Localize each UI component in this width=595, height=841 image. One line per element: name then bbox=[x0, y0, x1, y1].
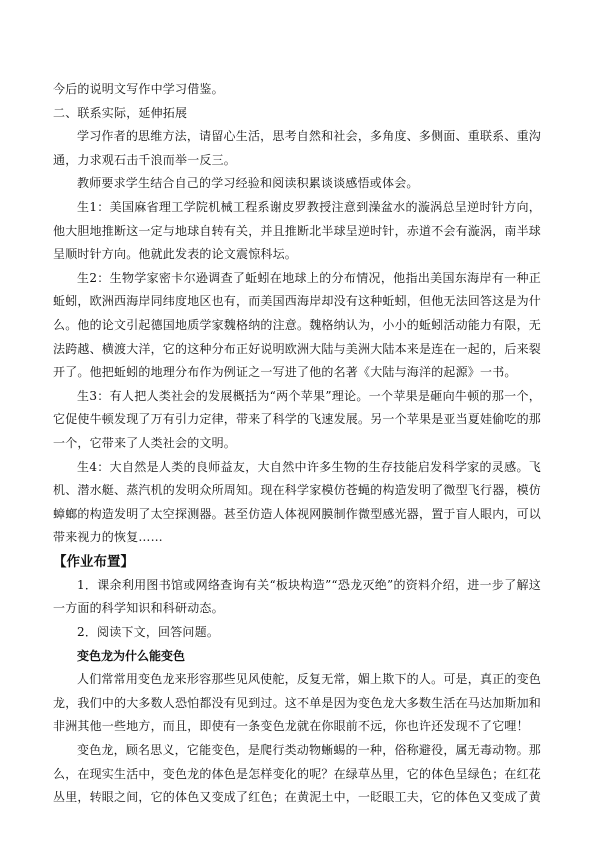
homework-item-2: 2．阅读下文，回答问题。 bbox=[77, 625, 220, 640]
paragraph-student-4: 生4：大自然是人类的良师益友，大自然中许多生物的生存技能启发科学家的灵感。飞机、潜水艇、蒸汽机的发明众所周知。现在科学家模仿苍蝇的构造发明了微型飞行器，模仿蟑螂的构造发明了太空探测器。甚至仿造人体视网膜制作微型感光器，置于盲人眼内，可以带来视力的恢复…… bbox=[53, 459, 542, 545]
article-title: 变色龙为什么能变色 bbox=[77, 648, 186, 663]
document-page bbox=[53, 78, 541, 810]
paragraph-student-3: 生3：有人把人类社会的发展概括为“两个苹果”理论。一个苹果是砸向牛顿的那一个，它促使牛顿发现了万有引力定律，带来了科学的飞速发展。另一个苹果是亚当夏娃偷吃的那一个，它带来了人类社会的文明。 bbox=[53, 388, 542, 450]
paragraph-thinking-method: 学习作者的思维方法，请留心生活，思考自然和社会，多角度、多侧面、重联系、重沟通，力求观石击千浪而举一反三。 bbox=[53, 129, 541, 167]
paragraph-student-2: 生2：生物学家密卡尔逊调查了蚯蚓在地球上的分布情况，他指出美国东海岸有一种正蚯蚓，欧洲西海岸同纬度地区也有，而美国西海岸却没有这种蚯蚓，但他无法回答这是为什么。他的论文引起德国地质学家魏格纳的注意。魏格纳认为，小小的蚯蚓活动能力有限，无法跨越、横渡大洋，它的这种分布正好说明欧洲大陆与美洲大陆本来是连在一起的，后来裂开了。他把蚯蚓的地理分布作为例证之一写进了他的名著《大陆与海洋的起源》一书。 bbox=[53, 270, 542, 380]
section-heading-extension: 二、联系实际，延伸拓展 bbox=[53, 105, 188, 120]
paragraph-teacher-request: 教师要求学生结合自己的学习经验和阅读积累谈谈感悟或体会。 bbox=[77, 176, 419, 191]
paragraph-continuation: 今后的说明文写作中学习借鉴。 bbox=[53, 82, 224, 96]
article-paragraph-2: 变色龙，顾名思义，它能变色，是爬行类动物蜥蜴的一种，俗称避役，属无毒动物。那么，在现实生活中，变色龙的体色是怎样变化的呢？在绿草丛里，它的体色呈绿色；在红花丛里，转眼之间，它的体色又变成了红色；在黄泥土中，一眨眼工夫，它的体色又变成了黄 bbox=[53, 743, 542, 805]
homework-heading: 【作业布置】 bbox=[53, 553, 134, 570]
paragraph-student-1: 生1：美国麻省理工学院机械工程系谢皮罗教授注意到澡盆水的漩涡总呈逆时针方向，他大胆地推断这一定与地球自转有关，并且推断北半球呈逆时针，赤道不会有漩涡，南半球呈顺时针方向。他就此发表的论文震惊科坛。 bbox=[53, 199, 542, 262]
homework-item-1: 1．课余利用图书馆或网络查询有关“板块构造”“恐龙灭绝”的资料介绍，进一步了解这一方面的科学知识和科研动态。 bbox=[53, 577, 541, 616]
article-paragraph-1: 人们常常用变色龙来形容那些见风使舵，反复无常，媚上欺下的人。可是，真正的变色龙，我们中的大多数人恐怕都没有见到过。这不单是因为变色龙大多数生活在马达加斯加和非洲其他一些地方，而且，即使有一条变色龙就在你眼前不远，你也许还发现不了它哩！ bbox=[53, 672, 542, 734]
